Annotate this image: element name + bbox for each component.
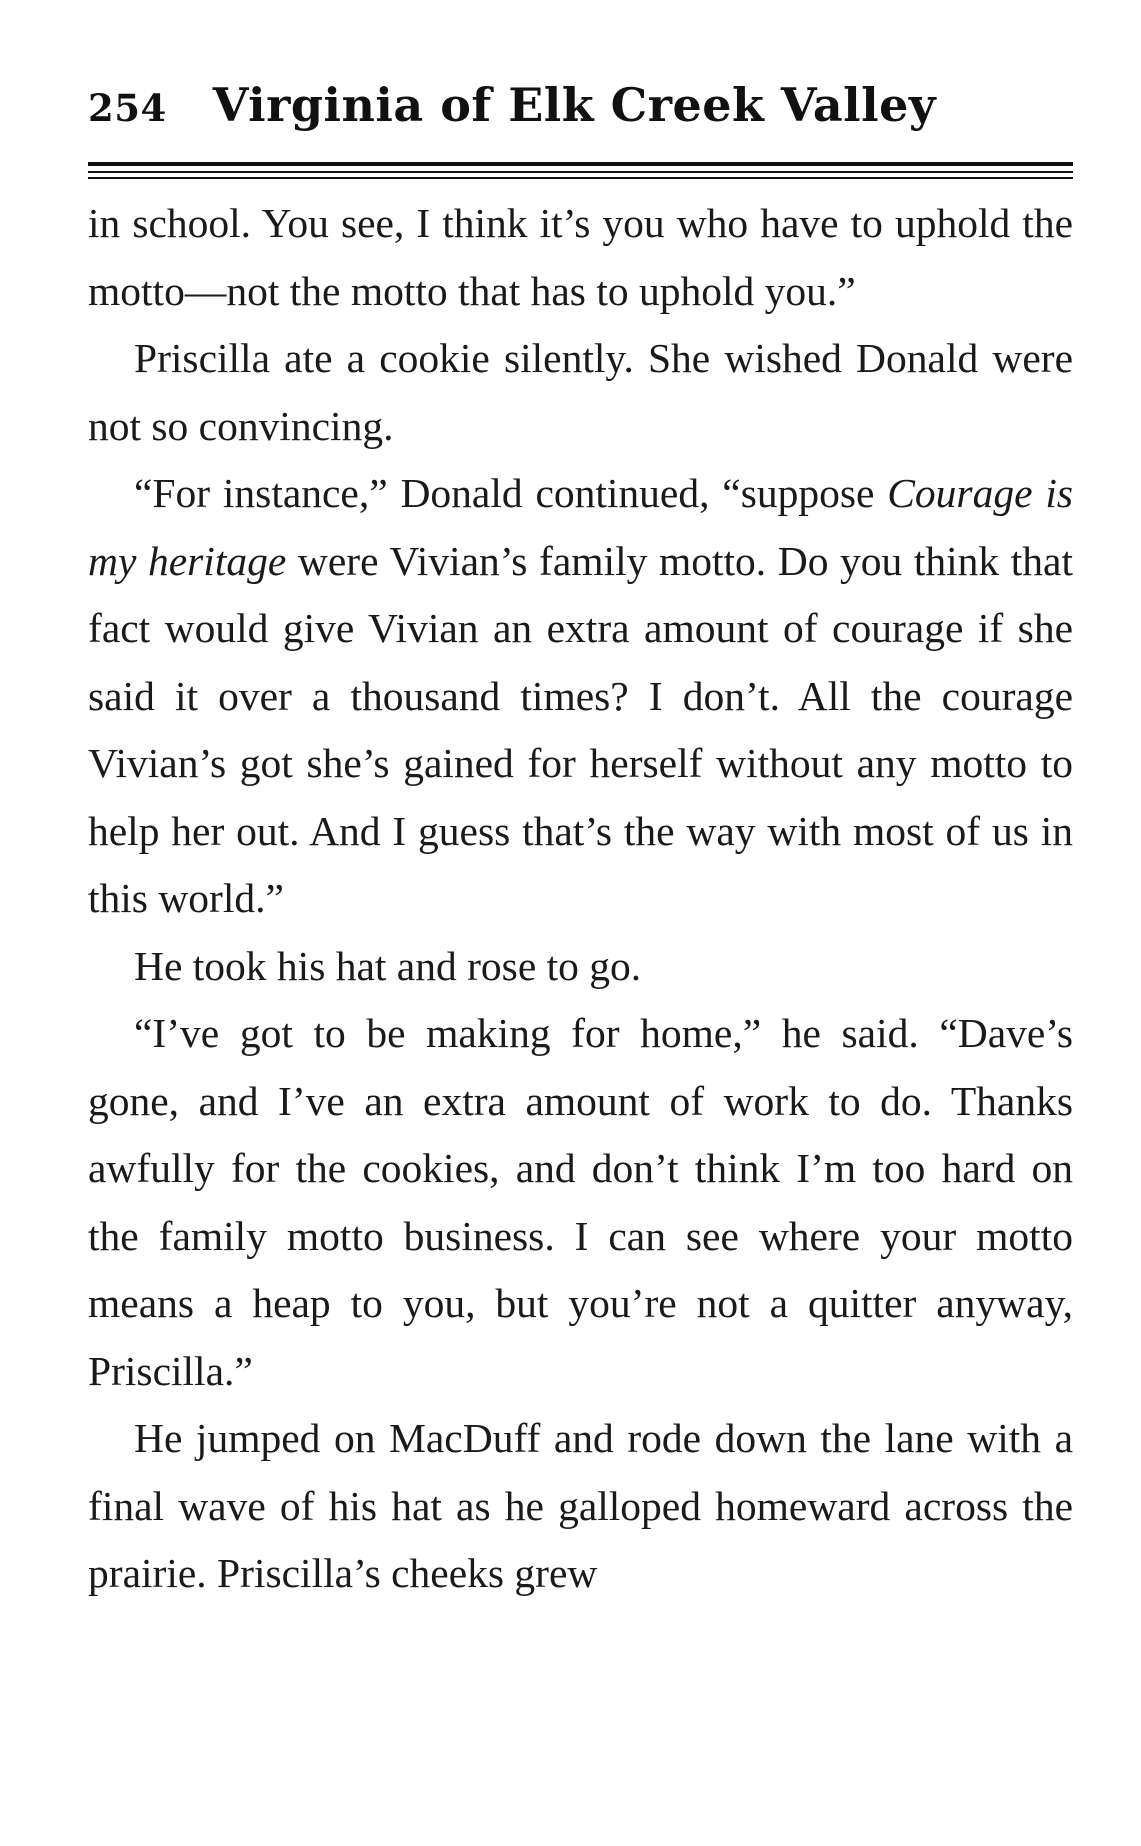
paragraph-text: were Vivian’s family motto. Do you think that fact would give Vivian an extra amount of courage if she said it over a thousand times? I don’t. All the courage Vivian’s got she’s gained for herself without any motto to help her out. And I guess that’s the way with most of us in this world.” xyxy=(88,537,1073,921)
paragraph: He jumped on MacDuff and rode down the lane with a final wave of his hat as he galloped homeward across the prairie. Priscilla’s cheeks grew xyxy=(88,1415,1073,1596)
running-head xyxy=(88,78,1073,148)
header-rule-thick xyxy=(88,162,1073,166)
body-text xyxy=(88,190,1073,1608)
header-rule-thin xyxy=(88,171,1073,173)
header-rule-thin xyxy=(88,177,1073,179)
paragraph-with-italic xyxy=(88,460,1073,933)
paragraph-text: “For instance,” Donald continued, “suppose xyxy=(134,470,888,516)
paragraph: He took his hat and rose to go. xyxy=(134,942,642,989)
paragraph-continued: in school. You see, I think it’s you who have to uphold the motto—not the motto that has to uphold you.” xyxy=(88,200,1073,314)
book-title: Virginia of Elk Creek Valley xyxy=(212,78,937,132)
paragraph: Priscilla ate a cookie silently. She wished Donald were not so convincing. xyxy=(88,335,1073,449)
italic-motto: Courage is my heritage xyxy=(88,470,1073,584)
paragraph: “I’ve got to be making for home,” he said. “Dave’s gone, and I’ve an extra amount of work to do. Thanks awfully for the cookies, and don’t think I’m too hard on the family motto business. I can see where your motto means a heap to you, but you’re not a quitter anyway, Priscilla.” xyxy=(88,1010,1073,1394)
page-number: 254 xyxy=(88,86,167,130)
